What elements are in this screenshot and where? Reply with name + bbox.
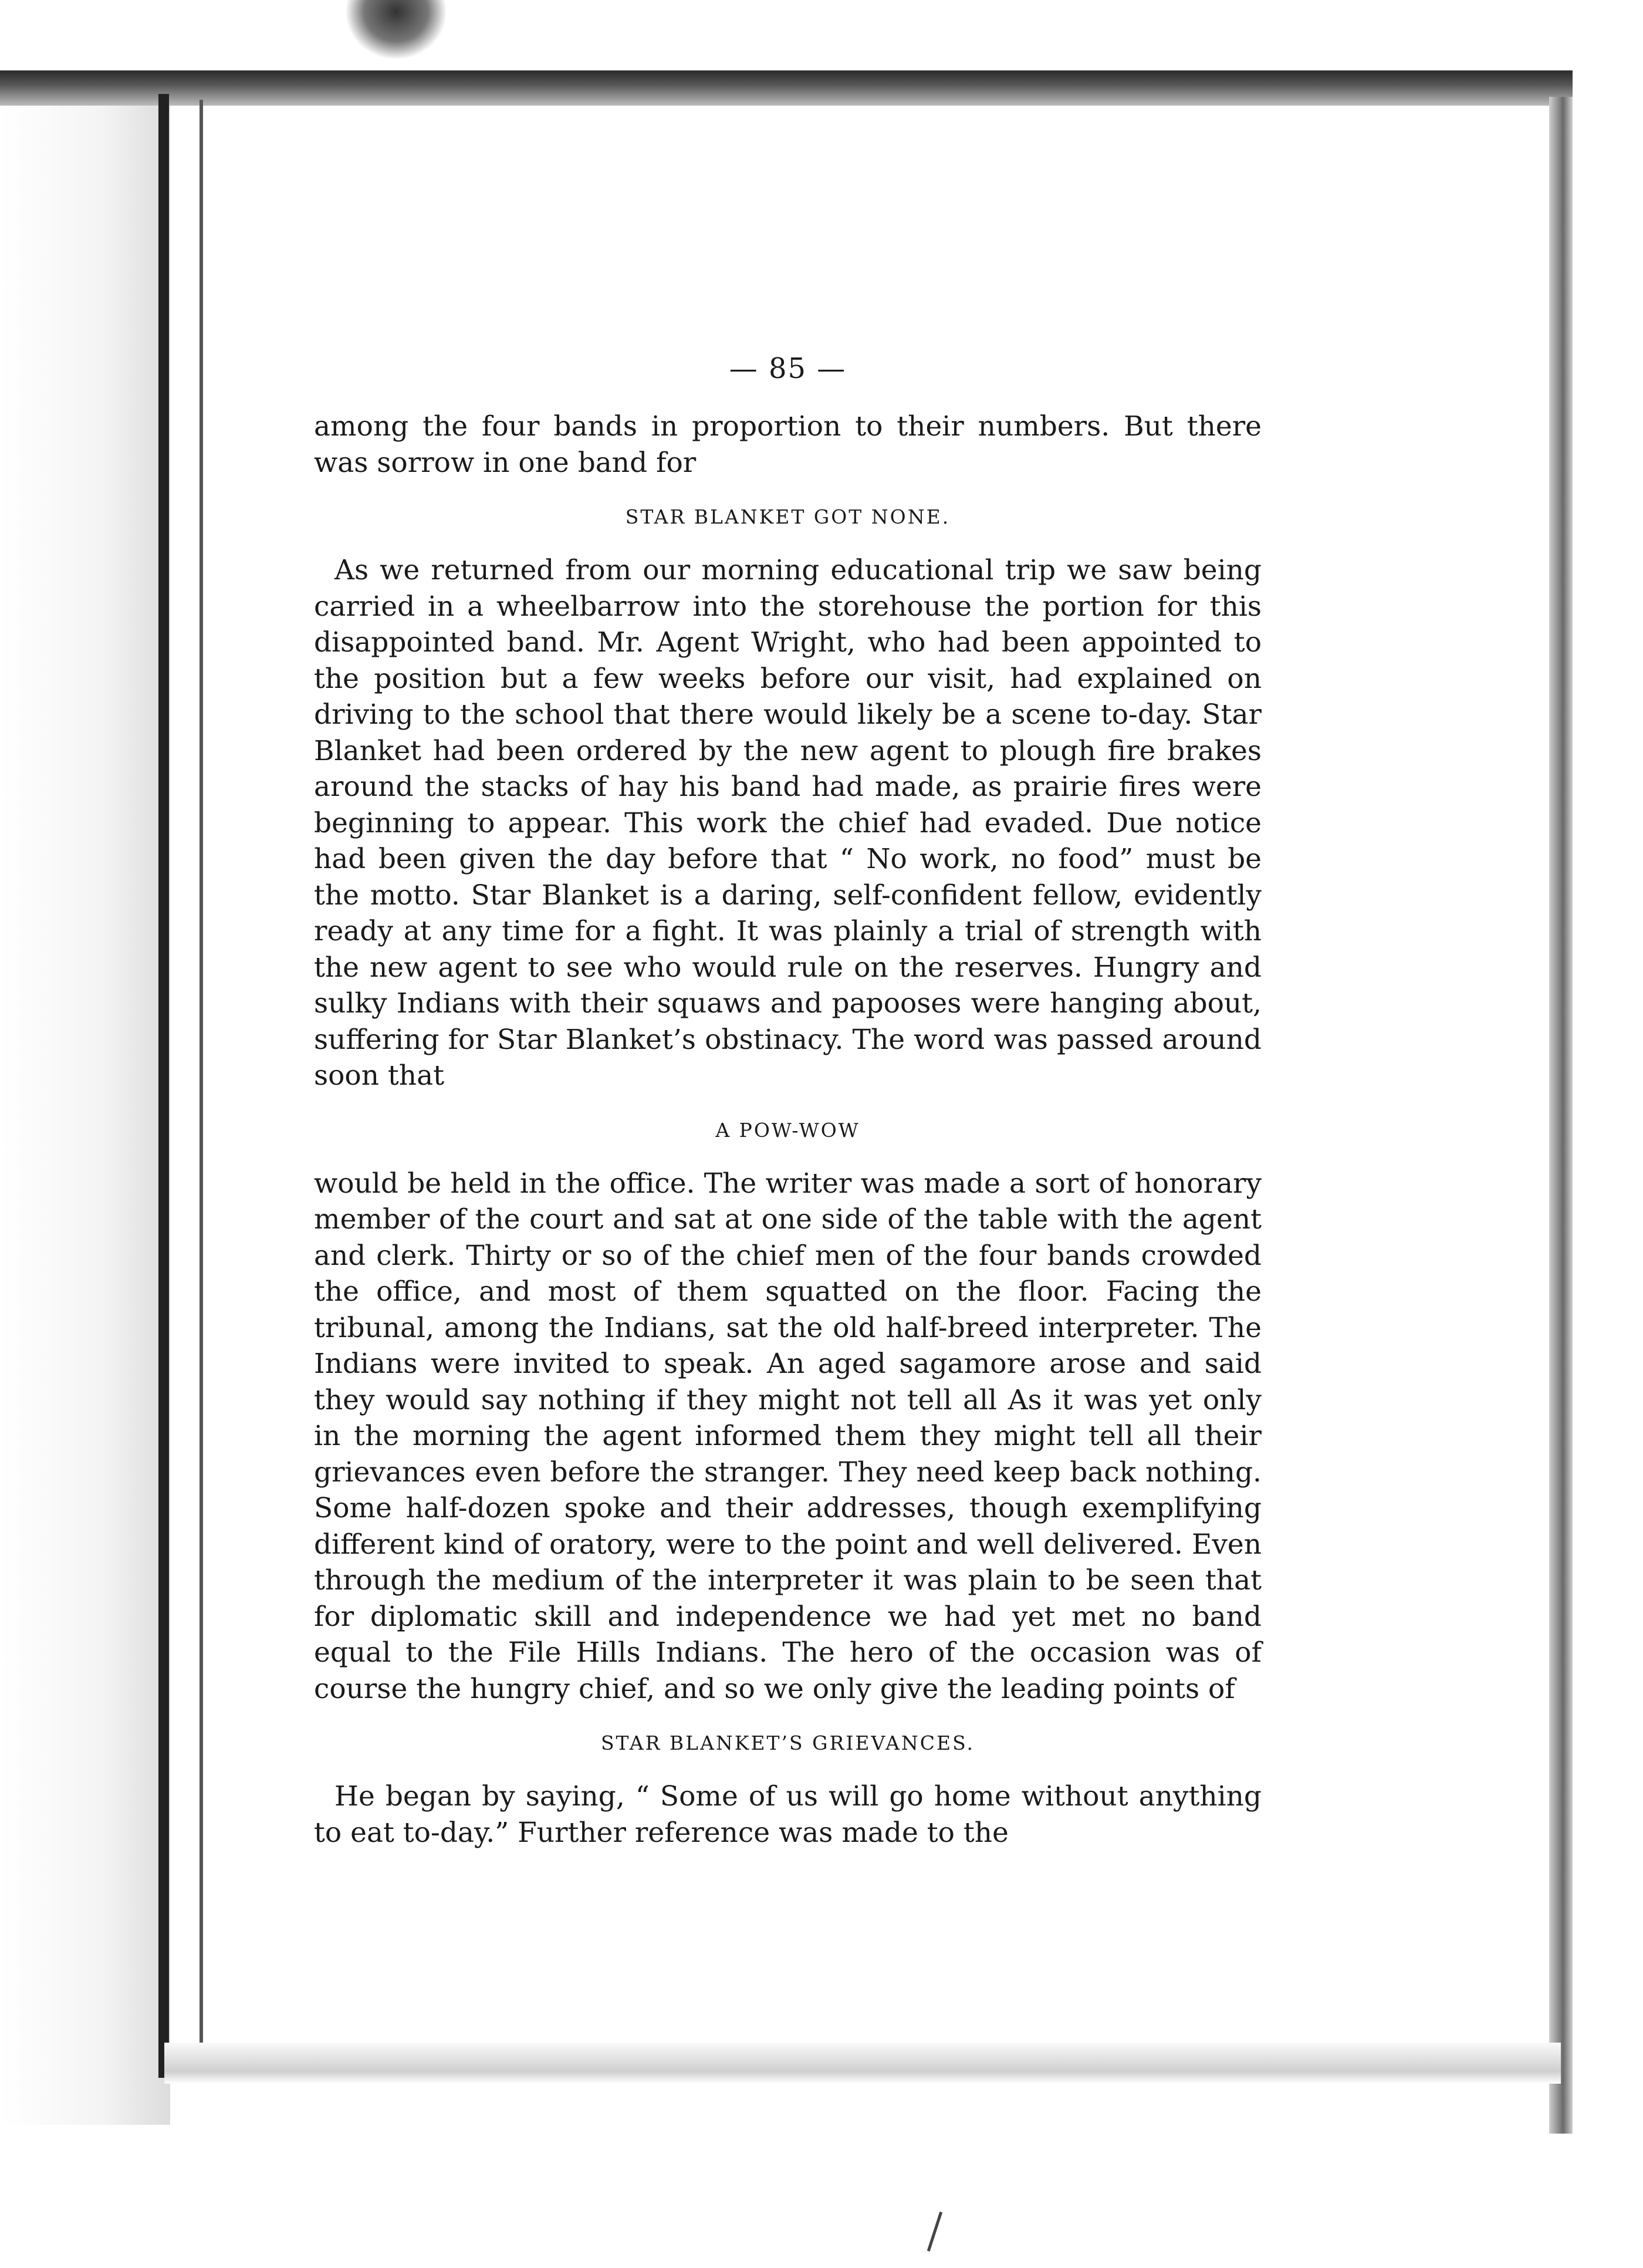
- scan-bottom-edge: [164, 2043, 1561, 2084]
- ink-blot: [346, 0, 446, 59]
- page-edge-shadow: [1549, 97, 1573, 2134]
- paragraph-3: would be held in the office. The writer was made a sort of honorary member of the court and sat at one side of the table with the agent and clerk. Thirty or so of the chief men of the four bands crowded the office, and most of them squatted on the floor. Facing the tribunal, among the Indians, sat the old half-breed interpreter. The Indians were invited to speak. An aged sagamore arose and said they would say nothing if they might not tell all As it was yet only in the morning the agent informed them they might tell all their grievances even before the stranger. They need keep back nothing. Some half-dozen spoke and their addresses, though exemplifying different kind of oratory, were to the point and well delivered. Even through the medium of the interpreter it was plain to be seen that for diplomatic skill and independence we had yet met no band equal to the File Hills Indians. The hero of the occasion was of course the hungry chief, and so we only give the leading points of: [314, 1167, 1262, 1705]
- scan-left-margin: [0, 70, 170, 2125]
- page-text-column: [314, 352, 1262, 1851]
- page-number: — 85 —: [729, 352, 847, 385]
- page-gutter-line: [200, 100, 203, 2078]
- book-spine: [158, 94, 169, 2078]
- paragraph-4: He began by saying, “ Some of us will go home without anything to eat to-day.” Further reference was made to the: [314, 1780, 1262, 1849]
- paragraph-1: among the four bands in proportion to their numbers. But there was sorrow in one band for: [314, 410, 1262, 479]
- paragraph-2: As we returned from our morning educational trip we saw being carried in a wheelbarrow into the storehouse the portion for this disappointed band. Mr. Agent Wright, who had been appointed to the position but a few weeks before our visit, had explained on driving to the school that there would likely be a scene to-day. Star Blanket had been ordered by the new agent to plough fire brakes around the stacks of hay his band had made, as prairie fires were beginning to appear. This work the chief had evaded. Due notice had been given the day before that “ No work, no food” must be the motto. Star Blanket is a daring, self-confident fellow, evidently ready at any time for a fight. It was plainly a trial of strength with the new agent to see who would rule on the reserves. Hungry and sulky Indians with their squaws and papooses were hanging about, suffering for Star Blanket’s obstinacy. The word was passed around soon that: [314, 554, 1262, 1092]
- section-heading-pow-wow: A POW-WOW: [715, 1118, 860, 1142]
- scan-top-edge: [0, 70, 1573, 106]
- section-heading-grievances: STAR BLANKET’S GRIEVANCES.: [600, 1732, 975, 1754]
- scan-mark: [927, 2212, 954, 2255]
- section-heading-star-blanket-got-none: STAR BLANKET GOT NONE.: [625, 505, 951, 528]
